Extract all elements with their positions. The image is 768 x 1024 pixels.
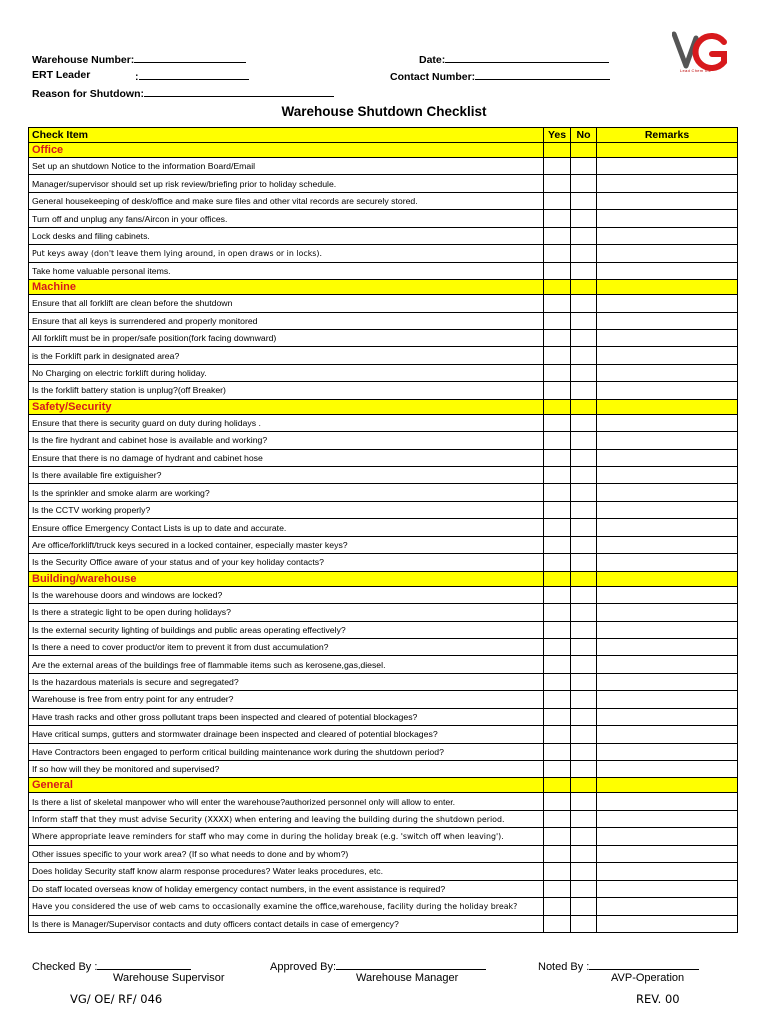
yes-checkbox-cell[interactable] bbox=[544, 467, 571, 484]
check-item-text: Are office/forklift/truck keys secured in a locked container, especially master keys? bbox=[29, 536, 544, 553]
table-header-row bbox=[29, 128, 738, 143]
checked-by-field bbox=[32, 959, 191, 973]
no-checkbox-cell[interactable] bbox=[571, 227, 597, 244]
section-header-row bbox=[29, 399, 738, 414]
warehouse-number-blank[interactable] bbox=[134, 52, 246, 63]
approved-by-role: Warehouse Manager bbox=[356, 972, 459, 984]
remarks-cell[interactable] bbox=[597, 519, 738, 536]
checklist-row bbox=[29, 915, 738, 932]
noted-by-field bbox=[538, 959, 699, 973]
yes-checkbox-cell[interactable] bbox=[544, 312, 571, 329]
section-empty-cell bbox=[571, 571, 597, 586]
no-checkbox-cell[interactable] bbox=[571, 192, 597, 209]
no-checkbox-cell[interactable] bbox=[571, 604, 597, 621]
remarks-cell[interactable] bbox=[597, 810, 738, 827]
checklist-row bbox=[29, 726, 738, 743]
remarks-cell[interactable] bbox=[597, 364, 738, 381]
section-empty-cell bbox=[571, 399, 597, 414]
checklist-row bbox=[29, 691, 738, 708]
checklist-row bbox=[29, 467, 738, 484]
yes-checkbox-cell[interactable] bbox=[544, 432, 571, 449]
remarks-cell[interactable] bbox=[597, 898, 738, 915]
reason-field bbox=[32, 86, 334, 100]
no-checkbox-cell[interactable] bbox=[571, 501, 597, 518]
column-header-no: No bbox=[571, 128, 597, 143]
checklist-row bbox=[29, 743, 738, 760]
yes-checkbox-cell[interactable] bbox=[544, 586, 571, 603]
no-checkbox-cell[interactable] bbox=[571, 845, 597, 862]
remarks-cell[interactable] bbox=[597, 347, 738, 364]
yes-checkbox-cell[interactable] bbox=[544, 295, 571, 312]
checklist-row bbox=[29, 673, 738, 690]
no-checkbox-cell[interactable] bbox=[571, 158, 597, 175]
yes-checkbox-cell[interactable] bbox=[544, 828, 571, 845]
checklist-row bbox=[29, 898, 738, 915]
yes-checkbox-cell[interactable] bbox=[544, 158, 571, 175]
contact-number-label: Contact Number: bbox=[390, 71, 476, 83]
check-item-text: Is the fire hydrant and cabinet hose is available and working? bbox=[29, 432, 544, 449]
check-item-text: Where appropriate leave reminders for staff who may come in during the holiday break (e.g. 'switch off when leaving'). bbox=[29, 828, 544, 845]
checklist-row bbox=[29, 810, 738, 827]
check-item-text: Is the hazardous materials is secure and segregated? bbox=[29, 673, 544, 690]
remarks-cell[interactable] bbox=[597, 708, 738, 725]
no-checkbox-cell[interactable] bbox=[571, 449, 597, 466]
checklist-row bbox=[29, 708, 738, 725]
no-checkbox-cell[interactable] bbox=[571, 656, 597, 673]
section-empty-cell bbox=[597, 143, 738, 158]
remarks-cell[interactable] bbox=[597, 586, 738, 603]
yes-checkbox-cell[interactable] bbox=[544, 708, 571, 725]
remarks-cell[interactable] bbox=[597, 210, 738, 227]
ert-leader-colon: : bbox=[135, 71, 139, 83]
no-checkbox-cell[interactable] bbox=[571, 245, 597, 262]
check-item-text: Do staff located overseas know of holiday emergency contact numbers, in the event assistance is required? bbox=[29, 880, 544, 897]
no-checkbox-cell[interactable] bbox=[571, 312, 597, 329]
checklist-row bbox=[29, 192, 738, 209]
section-empty-cell bbox=[544, 280, 571, 295]
no-checkbox-cell[interactable] bbox=[571, 554, 597, 571]
no-checkbox-cell[interactable] bbox=[571, 828, 597, 845]
no-checkbox-cell[interactable] bbox=[571, 432, 597, 449]
page-title: Warehouse Shutdown Checklist bbox=[281, 104, 487, 119]
remarks-cell[interactable] bbox=[597, 743, 738, 760]
no-checkbox-cell[interactable] bbox=[571, 210, 597, 227]
check-item-text: Inform staff that they must advise Security (XXXX) when entering and leaving the building during the shutdown period. bbox=[29, 810, 544, 827]
checklist-row bbox=[29, 519, 738, 536]
section-title: Office bbox=[29, 143, 544, 158]
remarks-cell[interactable] bbox=[597, 484, 738, 501]
checklist-row bbox=[29, 175, 738, 192]
checklist-row bbox=[29, 761, 738, 778]
remarks-cell[interactable] bbox=[597, 845, 738, 862]
remarks-cell[interactable] bbox=[597, 691, 738, 708]
remarks-cell[interactable] bbox=[597, 656, 738, 673]
remarks-cell[interactable] bbox=[597, 673, 738, 690]
section-empty-cell bbox=[544, 399, 571, 414]
yes-checkbox-cell[interactable] bbox=[544, 364, 571, 381]
remarks-cell[interactable] bbox=[597, 175, 738, 192]
yes-checkbox-cell[interactable] bbox=[544, 810, 571, 827]
yes-checkbox-cell[interactable] bbox=[544, 793, 571, 810]
checklist-row bbox=[29, 554, 738, 571]
checklist-row bbox=[29, 845, 738, 862]
ert-leader-field bbox=[32, 69, 90, 81]
yes-checkbox-cell[interactable] bbox=[544, 210, 571, 227]
contact-number-blank[interactable] bbox=[475, 69, 610, 80]
yes-checkbox-cell[interactable] bbox=[544, 915, 571, 932]
section-empty-cell bbox=[544, 571, 571, 586]
yes-checkbox-cell[interactable] bbox=[544, 347, 571, 364]
contact-number-field bbox=[390, 69, 610, 83]
no-checkbox-cell[interactable] bbox=[571, 708, 597, 725]
date-label: Date: bbox=[419, 54, 446, 66]
checklist-row bbox=[29, 364, 738, 381]
check-item-text: General housekeeping of desk/office and make sure files and other vital records are securely stored. bbox=[29, 192, 544, 209]
yes-checkbox-cell[interactable] bbox=[544, 175, 571, 192]
checklist-row bbox=[29, 312, 738, 329]
check-item-text: If so how will they be monitored and supervised? bbox=[29, 761, 544, 778]
remarks-cell[interactable] bbox=[597, 158, 738, 175]
section-empty-cell bbox=[544, 143, 571, 158]
section-title: Safety/Security bbox=[29, 399, 544, 414]
no-checkbox-cell[interactable] bbox=[571, 761, 597, 778]
section-empty-cell bbox=[597, 571, 738, 586]
yes-checkbox-cell[interactable] bbox=[544, 898, 571, 915]
check-item-text: Ensure that there is no damage of hydrant and cabinet hose bbox=[29, 449, 544, 466]
remarks-cell[interactable] bbox=[597, 414, 738, 431]
check-item-text: Is the sprinkler and smoke alarm are working? bbox=[29, 484, 544, 501]
checked-by-role: Warehouse Supervisor bbox=[113, 972, 225, 984]
remarks-cell[interactable] bbox=[597, 329, 738, 346]
section-header-row bbox=[29, 280, 738, 295]
approved-by-field bbox=[270, 959, 486, 973]
no-checkbox-cell[interactable] bbox=[571, 793, 597, 810]
remarks-cell[interactable] bbox=[597, 793, 738, 810]
check-item-text: Is the warehouse doors and windows are locked? bbox=[29, 586, 544, 603]
remarks-cell[interactable] bbox=[597, 761, 738, 778]
checklist-row bbox=[29, 347, 738, 364]
check-item-text: is the Forklift park in designated area? bbox=[29, 347, 544, 364]
checklist-row bbox=[29, 414, 738, 431]
section-empty-cell bbox=[597, 280, 738, 295]
yes-checkbox-cell[interactable] bbox=[544, 638, 571, 655]
logo-g-mark bbox=[696, 36, 724, 68]
section-empty-cell bbox=[544, 778, 571, 793]
section-title: Machine bbox=[29, 280, 544, 295]
check-item-text: Is there a list of skeletal manpower who will enter the warehouse?authorized personnel only will allow to enter. bbox=[29, 793, 544, 810]
check-item-text: Ensure that all forklift are clean before the shutdown bbox=[29, 295, 544, 312]
no-checkbox-cell[interactable] bbox=[571, 347, 597, 364]
no-checkbox-cell[interactable] bbox=[571, 638, 597, 655]
no-checkbox-cell[interactable] bbox=[571, 484, 597, 501]
section-empty-cell bbox=[597, 778, 738, 793]
checklist-row bbox=[29, 793, 738, 810]
section-empty-cell bbox=[597, 399, 738, 414]
no-checkbox-cell[interactable] bbox=[571, 295, 597, 312]
yes-checkbox-cell[interactable] bbox=[544, 743, 571, 760]
noted-by-blank[interactable] bbox=[589, 959, 699, 970]
check-item-text: Take home valuable personal items. bbox=[29, 262, 544, 279]
check-item-text: Is there is Manager/Supervisor contacts and duty officers contact details in case of emergency? bbox=[29, 915, 544, 932]
check-item-text: Have Contractors been engaged to perform critical building maintenance work during the shutdown period? bbox=[29, 743, 544, 760]
checklist-row bbox=[29, 329, 738, 346]
section-title: Building/warehouse bbox=[29, 571, 544, 586]
section-header-row bbox=[29, 571, 738, 586]
checklist-row bbox=[29, 382, 738, 399]
no-checkbox-cell[interactable] bbox=[571, 898, 597, 915]
check-item-text: Is there a strategic light to be open during holidays? bbox=[29, 604, 544, 621]
check-item-text: Put keys away (don't leave them lying around, in open draws or in locks). bbox=[29, 245, 544, 262]
yes-checkbox-cell[interactable] bbox=[544, 604, 571, 621]
checklist-row bbox=[29, 158, 738, 175]
remarks-cell[interactable] bbox=[597, 604, 738, 621]
checklist-row bbox=[29, 449, 738, 466]
yes-checkbox-cell[interactable] bbox=[544, 484, 571, 501]
no-checkbox-cell[interactable] bbox=[571, 863, 597, 880]
check-item-text: Have you considered the use of web cams to occasionally examine the office,warehouse, facility during the holiday break? bbox=[29, 898, 544, 915]
no-checkbox-cell[interactable] bbox=[571, 175, 597, 192]
noted-by-role: AVP-Operation bbox=[611, 972, 685, 984]
no-checkbox-cell[interactable] bbox=[571, 329, 597, 346]
remarks-cell[interactable] bbox=[597, 828, 738, 845]
column-header-remarks: Remarks bbox=[597, 128, 738, 143]
logo-caption: Lead Chem Inc bbox=[680, 68, 712, 73]
yes-checkbox-cell[interactable] bbox=[544, 656, 571, 673]
yes-checkbox-cell[interactable] bbox=[544, 519, 571, 536]
checklist-row bbox=[29, 295, 738, 312]
no-checkbox-cell[interactable] bbox=[571, 673, 597, 690]
yes-checkbox-cell[interactable] bbox=[544, 621, 571, 638]
check-item-text: Ensure office Emergency Contact Lists is up to date and accurate. bbox=[29, 519, 544, 536]
checked-by-label: Checked By : bbox=[32, 961, 98, 973]
no-checkbox-cell[interactable] bbox=[571, 467, 597, 484]
check-item-text: Is the CCTV working properly? bbox=[29, 501, 544, 518]
checklist-row bbox=[29, 484, 738, 501]
yes-checkbox-cell[interactable] bbox=[544, 880, 571, 897]
check-item-text: Does holiday Security staff know alarm response procedures? Water leaks procedures, etc. bbox=[29, 863, 544, 880]
no-checkbox-cell[interactable] bbox=[571, 382, 597, 399]
check-item-text: Have critical sumps, gutters and stormwater drainage been inspected and cleared of potential blockages? bbox=[29, 726, 544, 743]
no-checkbox-cell[interactable] bbox=[571, 810, 597, 827]
remarks-cell[interactable] bbox=[597, 432, 738, 449]
check-item-text: No Charging on electric forklift during holiday. bbox=[29, 364, 544, 381]
remarks-cell[interactable] bbox=[597, 863, 738, 880]
yes-checkbox-cell[interactable] bbox=[544, 449, 571, 466]
check-item-text: Is there available fire extiguisher? bbox=[29, 467, 544, 484]
check-item-text: Ensure that all keys is surrendered and properly monitored bbox=[29, 312, 544, 329]
noted-by-label: Noted By : bbox=[538, 961, 590, 973]
warehouse-number-label: Warehouse Number: bbox=[32, 54, 135, 66]
check-item-text: Ensure that there is security guard on duty during holidays . bbox=[29, 414, 544, 431]
remarks-cell[interactable] bbox=[597, 554, 738, 571]
checklist-row bbox=[29, 828, 738, 845]
yes-checkbox-cell[interactable] bbox=[544, 262, 571, 279]
yes-checkbox-cell[interactable] bbox=[544, 761, 571, 778]
date-blank[interactable] bbox=[445, 52, 609, 63]
check-item-text: Set up an shutdown Notice to the information Board/Email bbox=[29, 158, 544, 175]
column-header-yes: Yes bbox=[544, 128, 571, 143]
checklist-row bbox=[29, 638, 738, 655]
yes-checkbox-cell[interactable] bbox=[544, 726, 571, 743]
checklist-row bbox=[29, 536, 738, 553]
remarks-cell[interactable] bbox=[597, 536, 738, 553]
check-item-text: Other issues specific to your work area? (If so what needs to done and by whom?) bbox=[29, 845, 544, 862]
check-item-text: Turn off and unplug any fans/Aircon in your offices. bbox=[29, 210, 544, 227]
remarks-cell[interactable] bbox=[597, 880, 738, 897]
no-checkbox-cell[interactable] bbox=[571, 414, 597, 431]
yes-checkbox-cell[interactable] bbox=[544, 227, 571, 244]
ert-leader-value bbox=[135, 69, 249, 83]
remarks-cell[interactable] bbox=[597, 227, 738, 244]
no-checkbox-cell[interactable] bbox=[571, 743, 597, 760]
remarks-cell[interactable] bbox=[597, 467, 738, 484]
remarks-cell[interactable] bbox=[597, 449, 738, 466]
reason-blank[interactable] bbox=[144, 86, 334, 97]
check-item-text: Are the external areas of the buildings free of flammable items such as kerosene,gas,diesel. bbox=[29, 656, 544, 673]
section-header-row bbox=[29, 778, 738, 793]
yes-checkbox-cell[interactable] bbox=[544, 382, 571, 399]
check-item-text: Is the Security Office aware of your status and of your key holiday contacts? bbox=[29, 554, 544, 571]
approved-by-blank[interactable] bbox=[336, 959, 486, 970]
yes-checkbox-cell[interactable] bbox=[544, 414, 571, 431]
section-empty-cell bbox=[571, 143, 597, 158]
yes-checkbox-cell[interactable] bbox=[544, 192, 571, 209]
no-checkbox-cell[interactable] bbox=[571, 536, 597, 553]
yes-checkbox-cell[interactable] bbox=[544, 536, 571, 553]
yes-checkbox-cell[interactable] bbox=[544, 691, 571, 708]
checklist-row bbox=[29, 863, 738, 880]
check-item-text: Manager/supervisor should set up risk review/briefing prior to holiday schedule. bbox=[29, 175, 544, 192]
checklist-row bbox=[29, 210, 738, 227]
checklist-row bbox=[29, 586, 738, 603]
remarks-cell[interactable] bbox=[597, 915, 738, 932]
checked-by-blank[interactable] bbox=[97, 959, 191, 970]
reason-label: Reason for Shutdown: bbox=[32, 88, 144, 100]
yes-checkbox-cell[interactable] bbox=[544, 673, 571, 690]
ert-leader-label: ERT Leader bbox=[32, 69, 91, 81]
yes-checkbox-cell[interactable] bbox=[544, 501, 571, 518]
yes-checkbox-cell[interactable] bbox=[544, 845, 571, 862]
check-item-text: Have trash racks and other gross pollutant traps been inspected and cleared of potential blockages? bbox=[29, 708, 544, 725]
column-header-check-item: Check Item bbox=[29, 128, 544, 143]
remarks-cell[interactable] bbox=[597, 312, 738, 329]
checklist-row bbox=[29, 227, 738, 244]
section-empty-cell bbox=[571, 280, 597, 295]
remarks-cell[interactable] bbox=[597, 295, 738, 312]
remarks-cell[interactable] bbox=[597, 192, 738, 209]
checklist-row bbox=[29, 501, 738, 518]
check-item-text: Is the forklift battery station is unplug?(off Breaker) bbox=[29, 382, 544, 399]
checklist-row bbox=[29, 245, 738, 262]
no-checkbox-cell[interactable] bbox=[571, 691, 597, 708]
section-empty-cell bbox=[571, 778, 597, 793]
yes-checkbox-cell[interactable] bbox=[544, 863, 571, 880]
remarks-cell[interactable] bbox=[597, 621, 738, 638]
section-header-row bbox=[29, 143, 738, 158]
check-item-text: All forklift must be in proper/safe position(fork facing downward) bbox=[29, 329, 544, 346]
checklist-row bbox=[29, 880, 738, 897]
no-checkbox-cell[interactable] bbox=[571, 915, 597, 932]
remarks-cell[interactable] bbox=[597, 726, 738, 743]
no-checkbox-cell[interactable] bbox=[571, 621, 597, 638]
remarks-cell[interactable] bbox=[597, 382, 738, 399]
approved-by-label: Approved By: bbox=[270, 961, 337, 973]
no-checkbox-cell[interactable] bbox=[571, 880, 597, 897]
check-item-text: Is there a need to cover product/or item to prevent it from dust accumulation? bbox=[29, 638, 544, 655]
checklist-row bbox=[29, 656, 738, 673]
check-item-text: Lock desks and filing cabinets. bbox=[29, 227, 544, 244]
yes-checkbox-cell[interactable] bbox=[544, 245, 571, 262]
yes-checkbox-cell[interactable] bbox=[544, 554, 571, 571]
remarks-cell[interactable] bbox=[597, 501, 738, 518]
checklist-row bbox=[29, 262, 738, 279]
no-checkbox-cell[interactable] bbox=[571, 726, 597, 743]
no-checkbox-cell[interactable] bbox=[571, 519, 597, 536]
section-title: General bbox=[29, 778, 544, 793]
warehouse-number-field bbox=[32, 52, 246, 66]
no-checkbox-cell[interactable] bbox=[571, 586, 597, 603]
ert-leader-blank[interactable] bbox=[139, 69, 249, 80]
checklist-row bbox=[29, 621, 738, 638]
yes-checkbox-cell[interactable] bbox=[544, 329, 571, 346]
remarks-cell[interactable] bbox=[597, 262, 738, 279]
remarks-cell[interactable] bbox=[597, 245, 738, 262]
date-field bbox=[419, 52, 609, 66]
document-code: VG/ OE/ RF/ 046 bbox=[70, 992, 163, 1006]
checklist-row bbox=[29, 432, 738, 449]
checklist-row bbox=[29, 604, 738, 621]
check-item-text: Is the external security lighting of buildings and public areas operating effectively? bbox=[29, 621, 544, 638]
remarks-cell[interactable] bbox=[597, 638, 738, 655]
revision-label: REV. 00 bbox=[636, 992, 680, 1006]
no-checkbox-cell[interactable] bbox=[571, 262, 597, 279]
check-item-text: Warehouse is free from entry point for any entruder? bbox=[29, 691, 544, 708]
checklist-table bbox=[28, 127, 738, 933]
no-checkbox-cell[interactable] bbox=[571, 364, 597, 381]
